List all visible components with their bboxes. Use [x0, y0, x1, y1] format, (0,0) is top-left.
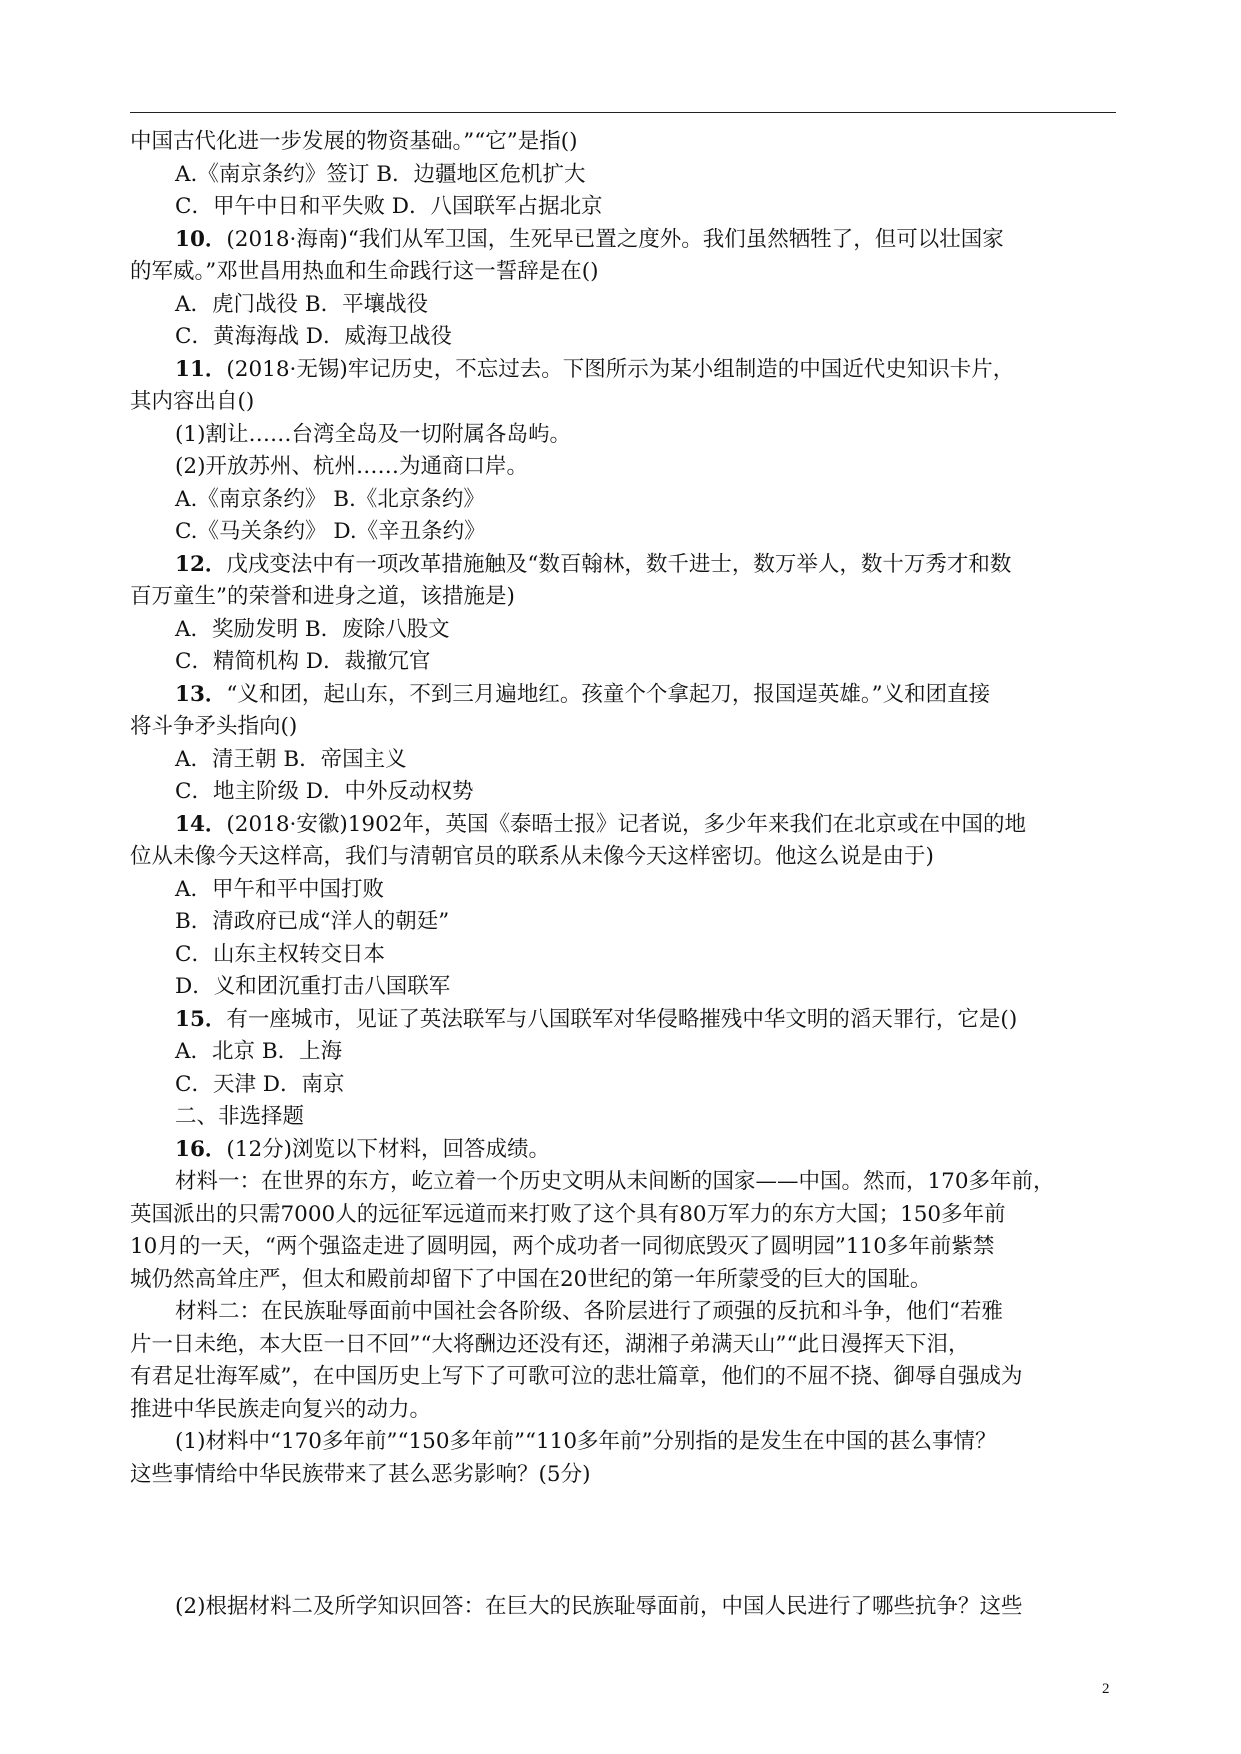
- line-text: (2018·海南)“我们从军卫国，生死早已置之度外。我们虽然牺牲了，但可以壮国家: [226, 226, 1004, 252]
- text-line: [130, 419, 1116, 452]
- line-text: 城仍然高耸庄严，但太和殿前却留下了中国在20世纪的第一年所蒙受的巨大的国耻。: [130, 1266, 932, 1292]
- line-text: (2018·无锡)牢记历史，不忘过去。下图所示为某小组制造的中国近代史知识卡片，: [226, 356, 1015, 382]
- text-line: [130, 711, 1116, 744]
- text-line: [130, 809, 1116, 842]
- line-text: 二、非选择题: [175, 1104, 305, 1129]
- line-text: (2018·安徽)1902年，英国《泰晤士报》记者说，多少年来我们在北京或在中国的地: [226, 811, 1026, 837]
- question-number: 11．: [175, 356, 227, 382]
- text-line: [130, 1069, 1116, 1102]
- line-text: 片一日未绝，本大臣一日不回”“大将酬边还没有还，湖湘子弟满天山”“此日漫挥天下泪，: [130, 1331, 970, 1357]
- line-text: 有君足壮海军威”，在中国历史上写下了可歌可泣的悲壮篇章，他们的不屈不挠、御辱自强成为: [130, 1364, 1023, 1389]
- line-text: A.《南京条约》签订 B．边疆地区危机扩大: [175, 161, 586, 187]
- text-line: [130, 516, 1116, 549]
- line-text: C．天津 D．南京: [175, 1071, 345, 1097]
- question-number: 16．: [175, 1136, 227, 1162]
- line-text: 材料二：在民族耻辱面前中国社会各阶级、各阶层进行了顽强的反抗和斗争，他们“若雅: [175, 1299, 1003, 1324]
- line-text: A．虎门战役 B．平壤战役: [175, 291, 429, 317]
- text-line: [130, 581, 1116, 614]
- question-number: 10．: [175, 226, 227, 252]
- line-text: A．北京 B．上海: [175, 1039, 343, 1064]
- text-line: [130, 126, 1116, 159]
- question-number: 13．: [175, 681, 227, 707]
- text-line: [130, 191, 1116, 224]
- text-line: [130, 614, 1116, 647]
- text-line: [130, 1036, 1116, 1069]
- line-text: 戊戌变法中有一项改革措施触及“数百翰林，数千进士，数万举人，数十万秀才和数: [226, 551, 1012, 577]
- line-text: D．义和团沉重打击八国联军: [175, 974, 451, 999]
- line-text: A．清王朝 B．帝国主义: [175, 746, 407, 772]
- question-number: 15．: [175, 1006, 227, 1032]
- line-text: C．精简机构 D．裁撤冗官: [175, 649, 431, 674]
- text-line: [130, 1199, 1116, 1232]
- line-text: 百万童生”的荣誉和进身之道，该措施是): [130, 584, 515, 609]
- text-line: [130, 679, 1116, 712]
- text-line: [130, 1004, 1116, 1037]
- text-line: [130, 744, 1116, 777]
- line-text: 将斗争矛头指向(): [130, 714, 298, 739]
- text-line: [130, 159, 1116, 192]
- line-text: C．甲午中日和平失败 D．八国联军占据北京: [175, 194, 603, 219]
- text-line: [130, 1329, 1116, 1362]
- text-line: [130, 1459, 1116, 1492]
- text-line: [130, 939, 1116, 972]
- text-line: [130, 289, 1116, 322]
- text-line: [130, 1591, 1116, 1624]
- text-line: [130, 646, 1116, 679]
- line-text: 推进中华民族走向复兴的动力。: [130, 1396, 432, 1422]
- line-text: 材料一：在世界的东方，屹立着一个历史文明从未间断的国家——中国。然而，170多年前，: [175, 1169, 1055, 1194]
- line-text: B．清政府已成“洋人的朝廷”: [175, 909, 450, 934]
- text-line: [130, 1166, 1116, 1199]
- text-line: [130, 776, 1116, 809]
- line-text: (1)材料中“170多年前”“150多年前”“110多年前”分别指的是发生在中国的甚么事情？: [175, 1429, 997, 1454]
- question-number: 14．: [175, 811, 227, 837]
- line-text: 位从未像今天这样高，我们与清朝官员的联系从未像今天这样密切。他这么说是由于): [130, 844, 934, 869]
- document-body: [130, 126, 1116, 1624]
- line-text: C.《马关条约》 D.《辛丑条约》: [175, 519, 486, 544]
- text-line: [130, 1101, 1116, 1134]
- page-number: 2: [1102, 1681, 1110, 1697]
- text-line: [130, 224, 1116, 257]
- text-line: [130, 1394, 1116, 1427]
- text-line: [130, 386, 1116, 419]
- text-line: [130, 484, 1116, 517]
- answer-space: [130, 1491, 1116, 1591]
- text-line: [130, 256, 1116, 289]
- text-line: [130, 1296, 1116, 1329]
- line-text: A.《南京条约》 B.《北京条约》: [175, 486, 485, 512]
- question-number: 12．: [175, 551, 227, 577]
- line-text: A．甲午和平中国打败: [175, 876, 385, 902]
- line-text: 有一座城市，见证了英法联军与八国联军对华侵略摧残中华文明的滔天罪行，它是(): [226, 1006, 1018, 1032]
- line-text: 这些事情给中华民族带来了甚么恶劣影响？(5分): [130, 1461, 591, 1487]
- line-text: (1)割让……台湾全岛及一切附属各岛屿。: [175, 421, 571, 447]
- line-text: 的军威。”邓世昌用热血和生命践行这一誓辞是在(): [130, 259, 599, 284]
- text-line: [130, 906, 1116, 939]
- text-line: [130, 1426, 1116, 1459]
- text-line: [130, 1264, 1116, 1297]
- line-text: “义和团，起山东，不到三月遍地红。孩童个个拿起刀，报国逞英雄。”义和团直接: [226, 681, 991, 707]
- text-line: [130, 1134, 1116, 1167]
- text-line: [130, 321, 1116, 354]
- line-text: 10月的一天，“两个强盗走进了圆明园，两个成功者一同彻底毁灭了圆明园”110多年前紫禁: [130, 1234, 995, 1259]
- text-line: [130, 451, 1116, 484]
- line-text: (2)根据材料二及所学知识回答：在巨大的民族耻辱面前，中国人民进行了哪些抗争？这些: [175, 1594, 1023, 1619]
- line-text: 英国派出的只需7000人的远征军远道而来打败了这个具有80万军力的东方大国；150多年前: [130, 1201, 1006, 1227]
- line-text: C．黄海海战 D．威海卫战役: [175, 324, 453, 349]
- line-text: (2)开放苏州、杭州……为通商口岸。: [175, 454, 528, 479]
- text-line: [130, 874, 1116, 907]
- text-line: [130, 354, 1116, 387]
- line-text: 中国古代化进一步发展的物资基础。”“它”是指(): [130, 129, 578, 154]
- line-text: C．地主阶级 D．中外反动权势: [175, 779, 474, 804]
- text-line: [130, 549, 1116, 582]
- text-line: [130, 971, 1116, 1004]
- text-line: [130, 1231, 1116, 1264]
- line-text: A．奖励发明 B．废除八股文: [175, 616, 450, 642]
- header-rule: [130, 112, 1116, 113]
- line-text: (12分)浏览以下材料，回答成绩。: [226, 1136, 551, 1162]
- line-text: 其内容出自(): [130, 389, 255, 414]
- text-line: [130, 1361, 1116, 1394]
- line-text: C．山东主权转交日本: [175, 941, 385, 967]
- text-line: [130, 841, 1116, 874]
